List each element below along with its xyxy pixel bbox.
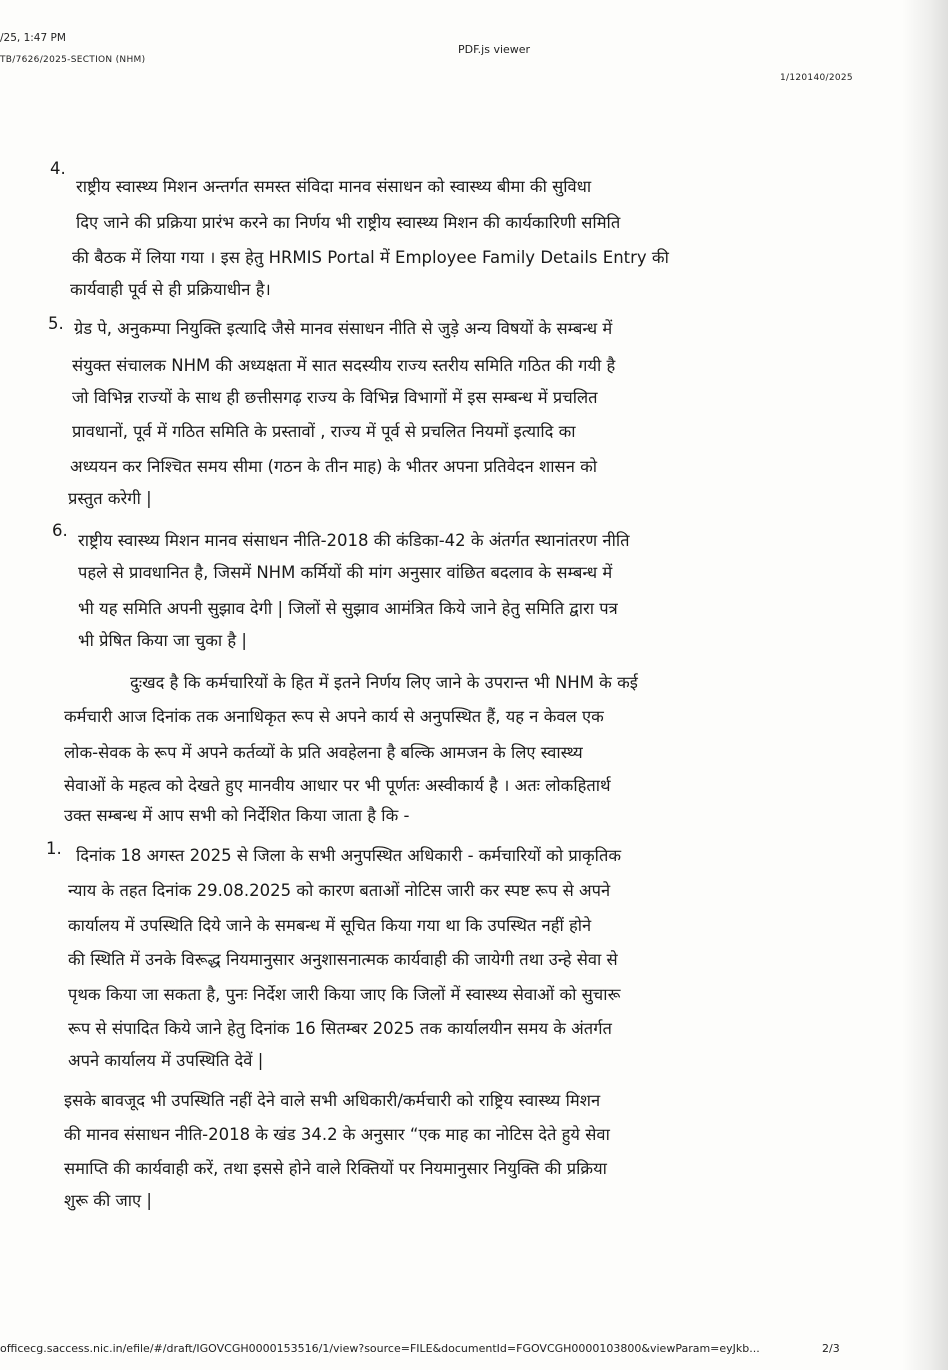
intro-paragraph-line: लोक-सेवक के रूप में अपने कर्तव्यों के प्रति अवहेलना है बल्कि आमजन के लिए स्वास्थ्य — [64, 743, 583, 762]
intro-paragraph-line: उक्त सम्बन्ध में आप सभी को निर्देशित किया जाता है कि - — [64, 806, 410, 825]
directive-1-line: दिनांक 18 अगस्त 2025 से जिला के सभी अनुपस्थित अधिकारी - कर्मचारियों को प्राकृतिक — [76, 846, 622, 865]
point-5-line: संयुक्त संचालक NHM की अध्यक्षता में सात सदस्यीय राज्य स्तरीय समिति गठित की गयी है — [72, 356, 616, 375]
point-4-line: दिए जाने की प्रक्रिया प्रारंभ करने का निर्णय भी राष्ट्रीय स्वास्थ्य मिशन की कार्यकारिणी समिति — [76, 213, 621, 232]
point-5-line: जो विभिन्न राज्यों के साथ ही छत्तीसगढ़ राज्य के विभिन्न विभागों में इस सम्बन्ध में प्रचलित — [72, 388, 598, 407]
intro-paragraph-line: दुःखद है कि कर्मचारियों के हित में इतने निर्णय लिए जाने के उपरान्त भी NHM के कई — [130, 673, 638, 692]
directive-1-line: अपने कार्यालय में उपस्थिति देवें | — [68, 1051, 264, 1070]
point-6-number: 6. — [52, 521, 68, 540]
point-5-line: अध्ययन कर निश्चित समय सीमा (गठन के तीन माह) के भीतर अपना प्रतिवेदन शासन को — [70, 457, 598, 476]
directive-1-line: न्याय के तहत दिनांक 29.08.2025 को कारण बताओं नोटिस जारी कर स्पष्ट रूप से अपने — [68, 881, 611, 900]
viewer-title: PDF.js viewer — [458, 43, 531, 56]
point-6-line: राष्ट्रीय स्वास्थ्य मिशन मानव संसाधन नीति-2018 की कंडिका-42 के अंतर्गत स्थानांतरण नीति — [78, 531, 630, 550]
point-5-line: ग्रेड पे, अनुकम्पा नियुक्ति इत्यादि जैसे मानव संसाधन नीति से जुड़े अन्य विषयों के सम्बन्ध में — [74, 319, 613, 338]
point-5-number: 5. — [48, 314, 64, 333]
point-5-line: प्रावधानों, पूर्व में गठित समिति के प्रस्तावों , राज्य में पूर्व से प्रचलित नियमों इत्यादि का — [72, 422, 576, 441]
page-edge-shadow — [902, 0, 948, 1370]
directive-continuation-line: शुरू की जाए | — [64, 1191, 152, 1210]
directive-continuation-line: की मानव संसाधन नीति-2018 के खंड 34.2 के अनुसार “एक माह का नोटिस देते हुये सेवा — [64, 1125, 610, 1144]
intro-paragraph-line: सेवाओं के महत्व को देखते हुए मानवीय आधार पर भी पूर्णतः अस्वीकार्य है । अतः लोकहितार्थ — [64, 776, 611, 795]
directive-1-line: की स्थिति में उनके विरूद्ध नियमानुसार अनुशासनात्मक कार्यवाही की जायेगी तथा उन्हे सेवा से — [68, 950, 618, 969]
directive-1-line: रूप से संपादित किये जाने हेतु दिनांक 16 सितम्बर 2025 तक कार्यालयीन समय के अंतर्गत — [68, 1019, 612, 1038]
point-4-line: की बैठक में लिया गया । इस हेतु HRMIS Portal में Employee Family Details Entry की — [72, 248, 669, 267]
point-5-line: प्रस्तुत करेगी | — [68, 489, 152, 508]
directive-continuation-line: इसके बावजूद भी उपस्थिति नहीं देने वाले सभी अधिकारी/कर्मचारी को राष्ट्रिय स्वास्थ्य मिशन — [64, 1091, 601, 1110]
point-4-line: राष्ट्रीय स्वास्थ्य मिशन अन्तर्गत समस्त संविदा मानव संसाधन को स्वास्थ्य बीमा की सुविधा — [76, 177, 592, 196]
document-reference: TB/7626/2025-SECTION (NHM) — [0, 55, 146, 65]
document-number: 1/120140/2025 — [780, 73, 853, 83]
point-4-number: 4. — [50, 159, 66, 178]
point-4-line: कार्यवाही पूर्व से ही प्रक्रियाधीन है। — [70, 280, 271, 299]
directive-1-number: 1. — [46, 839, 62, 858]
print-datetime: /25, 1:47 PM — [0, 32, 66, 44]
point-6-line: भी यह समिति अपनी सुझाव देगी | जिलों से सुझाव आमंत्रित किये जाने हेतु समिति द्वारा पत्र — [78, 599, 618, 618]
directive-1-line: कार्यालय में उपस्थिति दिये जाने के समबन्ध में सूचित किया गया था कि उपस्थित नहीं होने — [68, 916, 592, 935]
directive-continuation-line: समाप्ति की कार्यवाही करें, तथा इससे होने वाले रिक्तियों पर नियमानुसार नियुक्ति की प्रक्रिया — [64, 1159, 607, 1178]
footer-url: officecg.saccess.nic.in/efile/#/draft/IGOVCGH0000153516/1/view?source=FILE&documentId=FGOVCGH0000103800&viewParam=eyJkb... — [0, 1342, 760, 1355]
directive-1-line: पृथक किया जा सकता है, पुनः निर्देश जारी किया जाए कि जिलों में स्वास्थ्य सेवाओं को सुचारू — [68, 985, 621, 1004]
page-indicator: 2/3 — [822, 1342, 840, 1355]
point-6-line: पहले से प्रावधानित है, जिसमें NHM कर्मियों की मांग अनुसार वांछित बदलाव के सम्बन्ध में — [78, 563, 613, 582]
point-6-line: भी प्रेषित किया जा चुका है | — [78, 631, 247, 650]
intro-paragraph-line: कर्मचारी आज दिनांक तक अनाधिकृत रूप से अपने कार्य से अनुपस्थित हैं, यह न केवल एक — [64, 707, 604, 726]
